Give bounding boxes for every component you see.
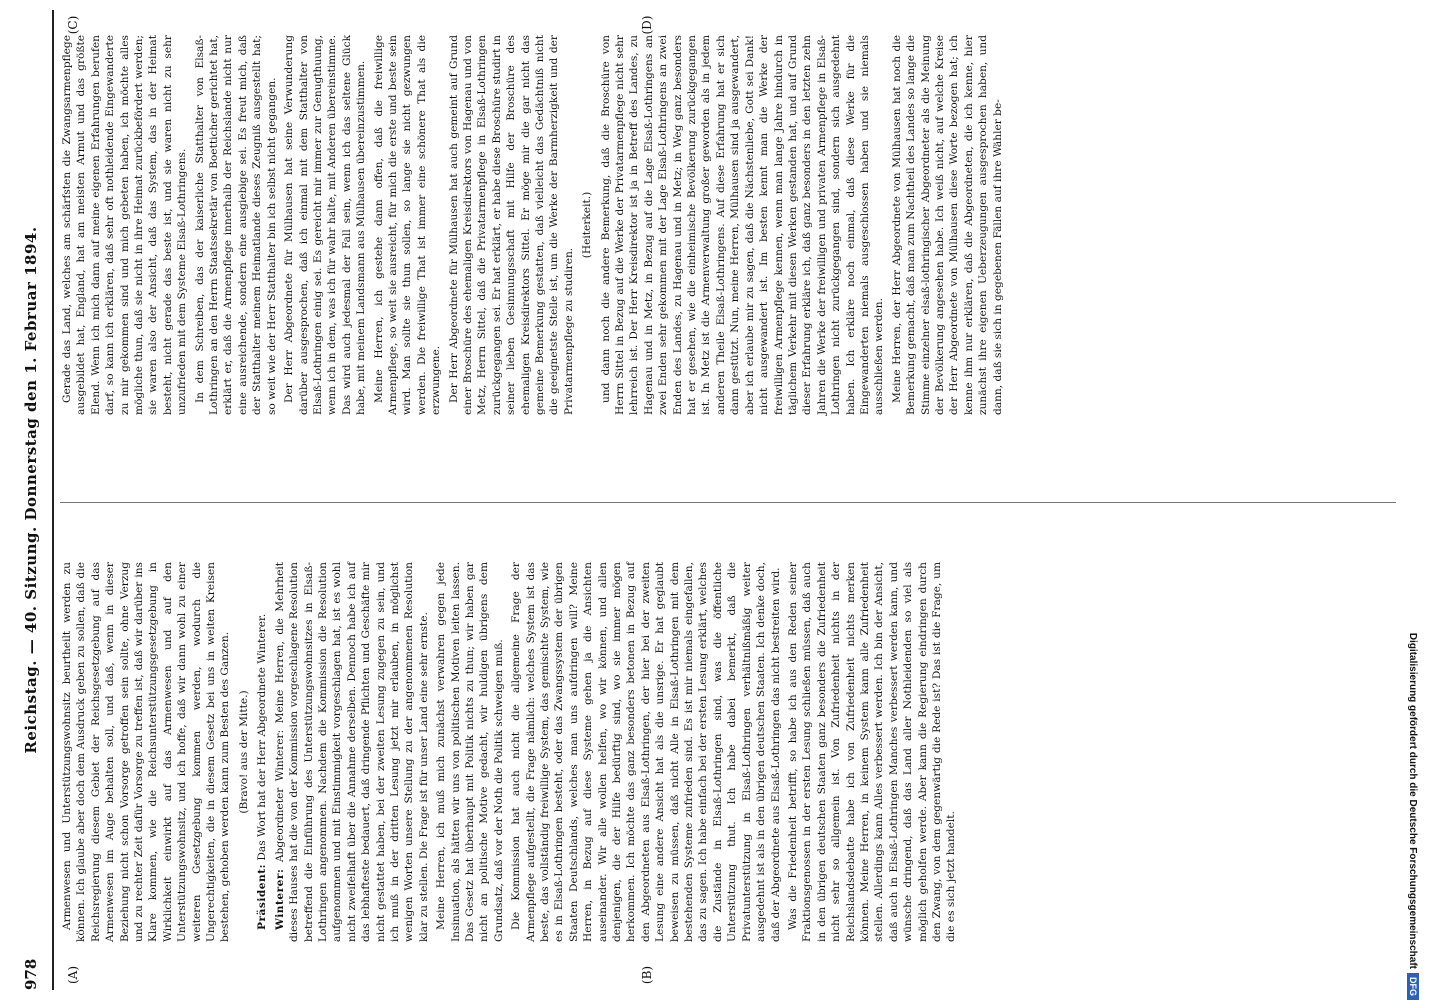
paragraph: In dem Schreiben, das der kaiserliche Statthalter von Elsaß-Lothringen an den Herrn Staatssekretär von Boetticher gerichtet hat, erklärt er, daß die Armenpflege innerhalb der Reichslande nicht nur eine ausreichende, sondern eine ausgiebige sei. Es freut mich, daß der Statthalter meinem Heimatlande dieses Zeugniß ausgestellt hat; so weit wie der Herr Statthalter bin ich selbst nicht gegangen. [193,35,278,415]
column-divider [60,502,1410,503]
dfg-credit [1396,0,1430,1000]
paragraph: Armenwesen und Unterstützungswohnsitz beurtheilt werden zu können. Ich glaube aber doch dem Ausdruck geben zu sollen, daß die Reichsregierung diesem Gebiet der Reichsgesetzgebung auf das Armenwesen im Auge behalten soll, und daß, wenn in dieser Beziehung nicht schon Vorsorge getroffen sein sollte, ohne Verzug und zu rechter Zeit dafür Vorsorge zu treffen ist, daß wir darüber ins Klare kommen, wie die Reichsunterstützungsgesetzgebung in Wirklichkeit einwirkt auf das Armenwesen und auf den Unterstützungswohnsitz, und ich hoffe, daß wir dann wohl zu einer weiteren Gesetzgebung kommen werden, wodurch die Ungerechtigkeiten, die in diesem Gesetz bei uns in weiten Kreisen bestehen, gehoben werden kann zum Besten des Ganzen. [61,562,232,942]
left-column [60,562,962,942]
credit-text: Digitalisierung gefördert durch die Deutsche Forschungsgemeinschaft [1407,632,1419,969]
dfg-logo: DFG [1407,973,1419,1000]
paragraph: Was die Friedenheit betrifft, so habe ich aus den Reden seiner Fraktionsgenossen in der ersten Lesung schließen müssen, daß auch in den übrigen deutschen Staaten ganz besonders die Zufriedenheit nicht sehr so allgemein ist. Von Zufriedenheit nichts in der Reichslandsdebatte habe ich von Zufriedenheit nichts merken können. Meine Herren, in keinem System kann alle Zufriedenheit stellen. Allerdings kann Alles verbessert werden. Ich bin der Ansicht, daß auch in Elsaß-Lothringen Manches verbessert werden kann, und wünsche dringend, daß das Land aller Nothleidenden so viel als möglich geholfen werde. Aber kann die Regierung eindringen durch den Zwang, von dem gegenwärtig die Rede ist? Das ist die Frage, um die es sich jetzt handelt. [786,562,958,942]
paragraph: Die Kommission hat auch nicht die allgemeine Frage der Armenpflege aufgestellt, die Frage nämlich: welches System ist das beste, das vollständig freiwillige System, das gemischte System, wie es in Elsaß-Lothringen besteht, oder das Zwangssystem der übrigen Staaten Deutschlands, welches man uns aufdringen will? Meine Herren, in Bezug auf diese Systeme gehen ja die Ansichten auseinander. Wir alle wollen helfen, wo wir können, und allen denjenigen, die der Hilfe bedürftig sind, wo sie immer mögen herkommen. Ich möchte das ganz besonders betonen in Bezug auf den Abgeordneten aus Elsaß-Lothringen, der hier bei der zweiten Lesung eine andere Ansicht hat als die unsrige. Er hat geglaubt beweisen zu müssen, daß nicht Alle in Elsaß-Lothringen mit dem bestehenden Systeme zufrieden sind. Es ist mir niemals eingefallen, das zu sagen. Ich habe einfach bei der ersten Lesung erklärt, welches die Zustände in Elsaß-Lothringen sind, was die öffentliche Unterstützung thut. Ich habe dabei bemerkt, daß die Privatunterstützung in Elsaß-Lothringen verhältnißmäßig weiter ausgedehnt ist als in den übrigen deutschen Staaten. Ich denke doch, daß der Abgeordnete aus Elsaß-Lothringen das nicht bestreiten wird. [510,562,782,942]
speech-text: Das Wort hat der Herr Abgeordnete Winterer. [256,613,269,861]
paragraph: Meine Herren, der Herr Abgeordnete von Mülhausen hat noch die Bemerkung gemacht, daß man zum Nachtheil des Landes so lange die Stimme einzelner elsaß-lothringischer Abgeordneter als die Meinung der Bevölkerung angesehen habe. Ich weiß nicht, auf welche Kreise der Herr Abgeordnete von Mülhausen diese Worte bezogen hat; ich kenne ihm nur erklären, daß die Abgeordneten, die ich kenne, hier zunächst ihre eigenen Ueberzeugungen ausgesprochen haben, und dann, daß sie sich in gegebenen Fällen auf ihre Wähler be- [890,35,1004,415]
paragraph: Meine Herren, ich gestehe dann offen, daß die freiwillige Armenpflege, so weit sie ausreicht, für mich die erste und beste sein wird. Man sollte sie thun sollen, so lange sie nicht gezwungen werden. Die freiwillige That ist immer eine schönere That als die erzwungene. [372,35,443,415]
right-column [60,35,1008,415]
reaction-note: (Heiterkeit.) [581,191,594,259]
paragraph: Der Herr Abgeordnete für Mülhausen hat seine Verwunderung darüber ausgesprochen, daß ich einmal mit dem Statthalter von Elsaß-Lothringen einig sei. Es gereicht mir immer zur Genugthuung, wenn ich in dem, was ich für wahr halte, mit Anderen übereinstimme. Das wird auch jedesmal der Fall sein, wenn ich das seltene Glück habe, mit meinem Landsmann aus Mülhausen übereinzustimmen. [283,35,368,415]
reaction-note: (Bravo! aus der Mitte.) [237,690,250,814]
speaker-label: Präsident: [256,863,269,930]
margin-mark-c: (C) [66,15,80,35]
header-rule [52,10,54,990]
margin-mark-d: (D) [640,15,654,35]
paragraph: und dann noch die andere Bemerkung, daß die Broschüre von Herrn Sittel in Bezug auf die Werke der Privatarmenpflege nicht sehr lehrreich ist. Der Herr Kreisdirektor ist ja in Betreff des Landes, zu Hagenau und in Metz, in Bezug auf die Lage Elsaß-Lothringens an zwei Enden sehr gekommen mit der Lage Elsaß-Lothringens an zwei Enden des Landes, zu Hagenau und in Metz; in Weg ganz besonders hat er gesehen, wie die einheimische Bevölkerung zurückgegangen ist. In Metz ist die Armenverwaltung großer geworden als in jedem anderen Theile Elsaß-Lothringens. Auf diese Erfahrung hat er sich dann gestützt. Nun, meine Herren, Mülhausen sind ja ausgewandert, aber ich erlaube mir zu sagen, daß die Nächstenliebe, Gott sei Dank! nicht ausgewandert ist. Im besten kennt man die Werke der freiwilligen Armenpflege kennen, wenn man lange Jahre hindurch in täglichem Verkehr mit diesen Werken gestanden hat, und auf Grund dieser Erfahrung erkläre ich, daß ganz besonders in den letzten zehn Jahren die Werke der freiwilligen und privaten Armenpflege in Elsaß-Lothringen nicht zurückgegangen sind, sondern sich ausgedehnt haben. Ich erkläre noch einmal, daß diese Werke für die Eingewanderten niemals ausgeschlossen haben und sie niemals ausschließen werden. [599,35,886,415]
paragraph: Der Herr Abgeordnete für Mülhausen hat auch gemeint auf Grund einer Broschüre des ehemaligen Kreisdirektors von Hagenau und von Metz, Herrn Sittel, daß die Privatarmenpflege in Elsaß-Lothringen zurückgegangen sei. Er hat erklärt, er habe diese Broschüre studirt in seiner lieben Gesinnungsschaft mit Hilfe der Broschüre des ehemaligen Kreisdirektors Sittel. Er möge mir die gar nicht das gemeine Bemerkung gestatten, daß vielleicht das Gedächtniß nicht die geeignetste Stelle ist, um die Werke der Barmherzigkeit und der Privatarmenpflege zu studiren. [447,35,575,415]
page-number: 978 [22,958,40,990]
paragraph: Gerade das Land, welches am schärfsten die Zwangsarmenpflege ausgebildet hat, England, hat am meisten Armut und das größte Elend. Wenn ich mich dann auf meine eigenen Erfahrungen berufen darf, so kann ich erklären, daß sehr oft nothleidende Eingewanderte zu mir gekommen sind und mich gebeten haben, ich möchte alles mögliche thun, daß sie nicht in ihre Heimat zurückbefördert werden; sie waren also der Ansicht, daß das System, das in der Heimat besteht, nicht gerade das beste ist, und sie waren nicht zu sehr unzufrieden mit dem Systeme Elsaß-Lothringens. [61,35,189,415]
speaker-label: Winterer: [273,868,286,930]
paragraph [255,562,269,942]
running-title: Reichstag. — 40. Sitzung. Donnerstag den 1. Februar 1894. [22,226,40,754]
speech-text: Abgeordneter Winterer: Meine Herren, die Mehrheit dieses Hauses hat die von der Kommission vorgeschlagene Resolution betreffend die Einführung des Unterstützungswohnsitzes in Elsaß-Lothringen angenommen. Nachdem die Kommission die Resolution aufgenommen und mit Einstimmigkeit vorgeschlagen hat, ist es wohl nicht zweifelhaft über die Annahme derselben. Dennoch habe ich auf das lebhafteste bedauert, daß dringende Pflichten und Geschäfte mir nicht gestattet haben, bei der zweiten Lesung zugegen zu sein, und ich muß in der dritten Lesung jetzt mir erlauben, in möglichst wenigen Worten unsere Stellung zu der angenommenen Resolution klar zu stellen. Die Frage ist für unser Land eine sehr ernste. [273,562,430,942]
margin-mark-a: (A) [66,965,80,985]
margin-mark-b: (B) [640,965,654,985]
dfg-credit-strip [1396,0,1430,1000]
paragraph [273,562,431,942]
paragraph: Meine Herren, ich muß mich zunächst verwahren gegen jede Insinuation, als hätten wir uns von politischen Motiven leiten lassen. Das Gesetz hat überhaupt mit Politik nichts zu thun; wir haben gar nicht an politische Motive gedacht, wir huldigen übrigens dem Grundsatz, daß vor der Noth die Politik schweigen muß. [435,562,505,942]
